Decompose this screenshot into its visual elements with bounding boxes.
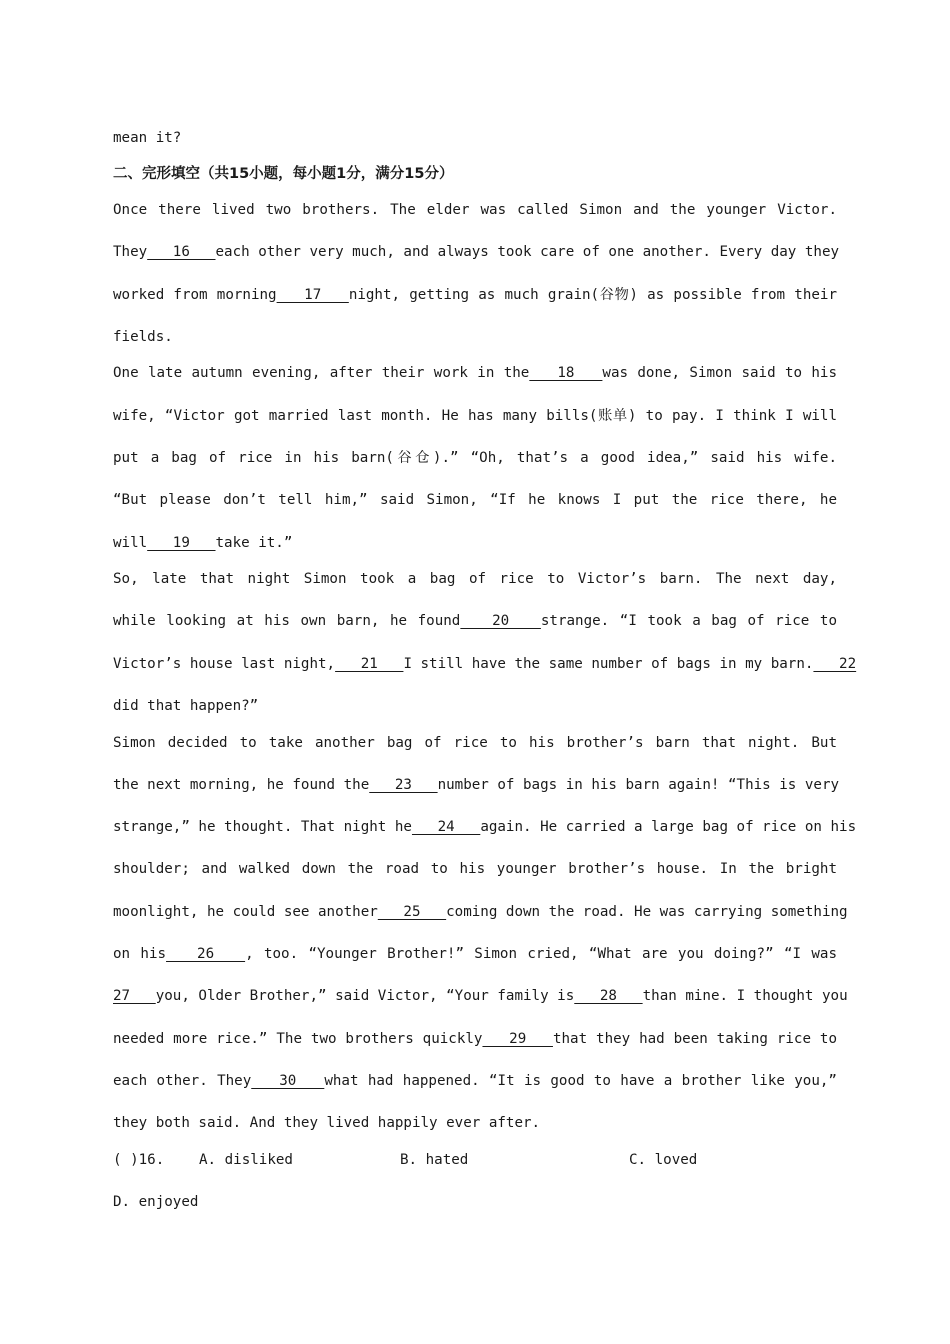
option-c: C. loved xyxy=(629,1152,698,1168)
passage-text: , too. “Younger Brother!” Simon cried, “What are you doing?” “I was xyxy=(245,946,838,962)
passage-text: I still have the same number of bags in my barn. xyxy=(403,656,814,672)
question-16-number: ( )16. xyxy=(113,1152,165,1168)
option-a: A. disliked xyxy=(199,1152,293,1168)
blank-number: 28 xyxy=(574,988,643,1004)
blank-number: 29 xyxy=(482,1031,553,1047)
blank-number: 18 xyxy=(529,365,603,381)
passage-line xyxy=(113,813,857,841)
passage-text: again. He carried a large bag of rice on his xyxy=(480,819,857,835)
passage-line xyxy=(113,771,840,799)
passage-text: take it.” xyxy=(215,535,293,551)
passage-line xyxy=(113,898,848,926)
passage-text: Simon decided to take another bag of rice to his brother’s barn that night. But xyxy=(113,735,837,751)
passage-text: Victor’s house last night, xyxy=(113,656,336,672)
passage-text: each other very much, and always took care of one another. Every day they xyxy=(215,244,840,260)
passage-text: you, Older Brother,” said Victor, “Your family is xyxy=(155,988,575,1004)
passage-text: Once there lived two brothers. The elder was called Simon and the younger Victor. xyxy=(113,202,837,218)
passage-text: strange,” he thought. That night he xyxy=(113,819,412,835)
blank-number: 27 xyxy=(113,988,156,1004)
passage-text: wife, “Victor got married last month. He has many bills(账单) to pay. I think I will xyxy=(113,408,837,424)
passage-line xyxy=(113,607,837,635)
passage-line xyxy=(113,323,837,351)
passage-text: each other. They xyxy=(113,1073,252,1089)
passage-line xyxy=(113,281,837,309)
passage-line xyxy=(113,565,837,593)
passage-text: was done, Simon said to his xyxy=(602,365,838,381)
passage-line xyxy=(113,402,837,430)
passage-text: on his xyxy=(113,946,167,962)
passage-text: shoulder; and walked down the road to his younger brother’s house. In the bright xyxy=(113,861,837,877)
passage-text: worked from morning xyxy=(113,287,277,303)
option-d: D. enjoyed xyxy=(113,1194,199,1210)
passage-text: night, getting as much grain(谷物) as possible from their xyxy=(348,287,837,303)
blank-number: 25 xyxy=(377,904,447,920)
passage-line xyxy=(113,650,857,678)
passage-text: needed more rice.” The two brothers quickly xyxy=(113,1031,483,1047)
passage-line xyxy=(113,1025,837,1053)
blank-number: 17 xyxy=(276,287,349,303)
passage-line xyxy=(113,1067,837,1095)
passage-line xyxy=(113,940,837,968)
passage-text: “But please don’t tell him,” said Simon, “If he knows I put the rice there, he xyxy=(113,492,837,508)
passage-text: moonlight, he could see another xyxy=(113,904,378,920)
passage-text: what had happened. “It is good to have a brother like you,” xyxy=(324,1073,837,1089)
passage-line xyxy=(113,196,837,224)
passage-text: They xyxy=(113,244,148,260)
passage-text: fields. xyxy=(113,329,173,345)
passage-text: will xyxy=(113,535,148,551)
passage-line xyxy=(113,529,837,557)
question-16 xyxy=(113,1146,837,1174)
passage-line xyxy=(113,1109,837,1137)
passage-text: strange. “I took a bag of rice to xyxy=(540,613,837,629)
passage-text: number of bags in his barn again! “This is very xyxy=(437,777,840,793)
passage-line xyxy=(113,855,837,883)
passage-text: they both said. And they lived happily ever after. xyxy=(113,1115,541,1131)
passage-text: the next morning, he found the xyxy=(113,777,370,793)
blank-number: 30 xyxy=(251,1073,325,1089)
passage-text: than mine. I thought you xyxy=(642,988,848,1004)
passage-line xyxy=(113,729,837,757)
blank-number: 22 xyxy=(813,656,857,672)
passage-line xyxy=(113,692,837,720)
passage-text: coming down the road. He was carrying something xyxy=(446,904,848,920)
passage-line xyxy=(113,982,848,1010)
option-b: B. hated xyxy=(400,1152,469,1168)
passage-text: that they had been taking rice to xyxy=(552,1031,837,1047)
passage-text: while looking at his own barn, he found xyxy=(113,613,461,629)
blank-number: 24 xyxy=(411,819,481,835)
lead-line: mean it? xyxy=(113,130,182,146)
passage-line xyxy=(113,444,837,472)
passage-line xyxy=(113,238,840,266)
blank-number: 19 xyxy=(147,535,216,551)
blank-number: 26 xyxy=(166,946,246,962)
blank-number: 20 xyxy=(460,613,541,629)
passage-line xyxy=(113,359,837,387)
passage-text: put a bag of rice in his barn(谷仓).” “Oh, that’s a good idea,” said his wife. xyxy=(113,450,837,466)
blank-number: 21 xyxy=(335,656,404,672)
blank-number: 23 xyxy=(369,777,438,793)
passage-text: So, late that night Simon took a bag of rice to Victor’s barn. The next day, xyxy=(113,571,837,587)
passage-text: did that happen?” xyxy=(113,698,259,714)
blank-number: 16 xyxy=(147,244,216,260)
passage-text: One late autumn evening, after their work in the xyxy=(113,365,530,381)
passage-line xyxy=(113,486,837,514)
section-heading: 二、完形填空（共15小题，每小题1分，满分15分） xyxy=(113,166,454,182)
